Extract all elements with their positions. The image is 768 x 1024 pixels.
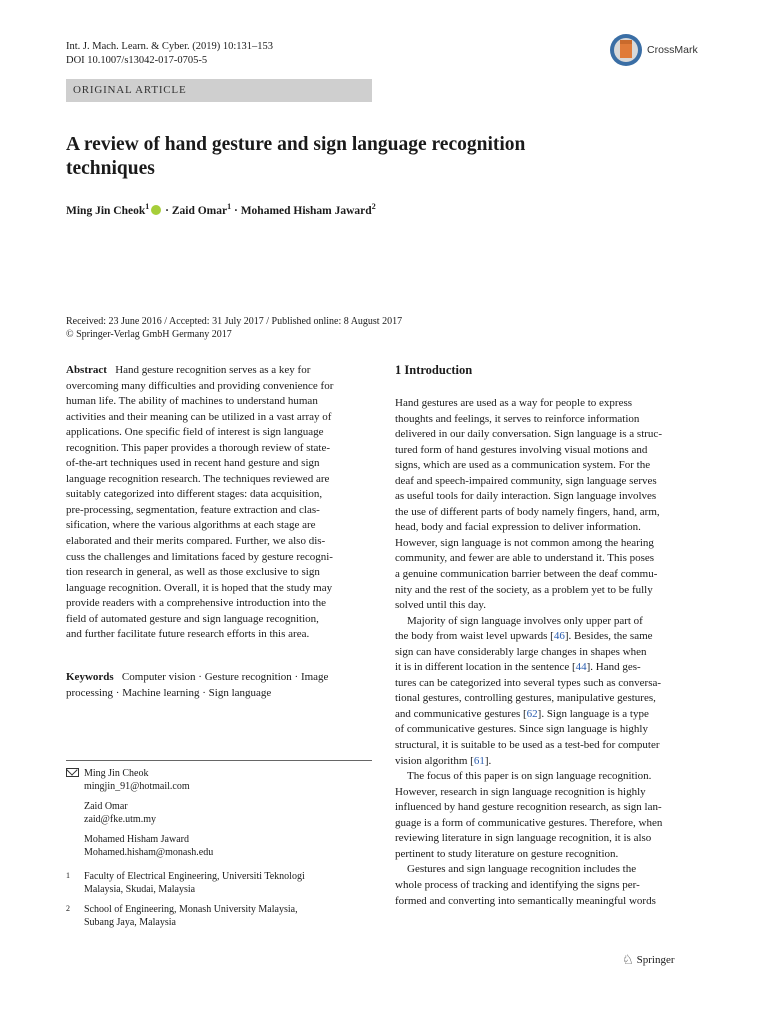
author-separator: ·: [231, 204, 241, 217]
citation-link[interactable]: 62: [526, 707, 538, 720]
abstract-line: overcoming many difficulties and providing convenience for: [66, 379, 334, 392]
intro-line: guage is a form of communicative gestures. Therefore, when: [395, 816, 663, 829]
intro-line: Gestures and sign language recognition includes the: [407, 863, 637, 876]
abstract: [66, 363, 372, 643]
citation-link[interactable]: 61: [473, 754, 485, 767]
abstract-line: pre-processing, segmentation, feature extraction and clas-: [66, 503, 320, 516]
abstract-label: Abstract: [66, 364, 107, 376]
text-span: vision algorithm [: [395, 754, 474, 767]
intro-line: [395, 707, 702, 723]
received-dates: Received: 23 June 2016 / Accepted: 31 July 2017 / Published online: 8 August 2017: [66, 316, 403, 327]
text-span: it is in different location in the sentence [: [395, 661, 576, 674]
author-list: [66, 202, 376, 217]
paper-title: [66, 133, 626, 181]
keywords-line: Computer vision · Gesture recognition · Image: [121, 671, 329, 683]
crossmark-badge[interactable]: [609, 33, 729, 67]
intro-line: tional gestures, controlling gestures, manipulative gestures,: [395, 692, 656, 705]
footnote-divider: [66, 760, 372, 761]
title-line-1: A review of hand gesture and sign language recognition: [66, 134, 526, 155]
intro-line: signs, which are used as a communication system. For the: [395, 459, 651, 472]
affiliation: [84, 903, 298, 929]
intro-line: whole process of tracking and identifying the signs per-: [395, 878, 640, 891]
article-type-label: ORIGINAL ARTICLE: [73, 84, 187, 96]
text-span: and communicative gestures [: [395, 707, 527, 720]
author-name[interactable]: Mohamed Hisham Jaward: [240, 204, 372, 217]
intro-line: tured form of hand gestures involving visual motions and: [395, 443, 648, 456]
publisher-logo: [622, 952, 675, 968]
affiliation: [84, 870, 305, 896]
text-span: ]. Sign language is a type: [537, 707, 649, 720]
intro-line: solved until this day.: [395, 599, 486, 612]
abstract-line: provide readers with a comprehensive introduction into the: [66, 597, 326, 610]
intro-line: tures can be categorized into several types such as conversa-: [395, 676, 662, 689]
keywords: [66, 670, 372, 701]
contact-name: Mohamed Hisham Jaward: [84, 834, 189, 845]
title-line-2: techniques: [66, 158, 155, 179]
intro-line: community, and fewer are able to understand it. This poses: [395, 552, 655, 565]
intro-body: [395, 396, 702, 909]
intro-line: sign can have considerably large changes in shapes when: [395, 645, 647, 658]
intro-line: formed and converting into semantically meaningful words: [395, 894, 656, 907]
intro-line: [395, 629, 702, 645]
intro-line: [395, 754, 702, 770]
intro-line: Majority of sign language involves only upper part of: [407, 614, 643, 627]
abstract-line: Hand gesture recognition serves as a key for: [115, 364, 311, 376]
contact-email[interactable]: zaid@fke.utm.my: [84, 814, 156, 825]
abstract-line: elaborated and their merits compared. Further, we also dis-: [66, 535, 326, 548]
abstract-line: human life. The ability of machines to understand human: [66, 395, 318, 408]
intro-line: delivered in our daily conversation. Sign language is a struc-: [395, 428, 662, 441]
abstract-line: of-the-art techniques used in recent hand gesture and sign: [66, 457, 320, 470]
contact-name: Zaid Omar: [84, 801, 128, 812]
abstract-line: and further facilitate future research efforts in this area.: [66, 628, 310, 641]
intro-line: Hand gestures are used as a way for people to express: [395, 397, 633, 409]
text-span: the body from waist level upwards [: [395, 630, 554, 643]
abstract-line: language recognition research. The techniques reviewed are: [66, 472, 330, 485]
intro-line: structural, it is suitable to be used as a test-bed for computer: [395, 739, 660, 752]
abstract-line: language recognition. Overall, it is hoped that the study may: [66, 581, 333, 594]
intro-line: the use of different parts of body namely fingers, hand, arm,: [395, 505, 660, 518]
affiliation-line: Subang Jaya, Malaysia: [84, 917, 176, 928]
citation-link[interactable]: 44: [575, 661, 587, 674]
intro-line: [395, 660, 702, 676]
journal-citation: Int. J. Mach. Learn. & Cyber. (2019) 10:131–153: [66, 41, 274, 52]
intro-line: head, body and facial expression to deliver information.: [395, 521, 641, 534]
intro-line: a genuine communication barrier between the deaf commu-: [395, 568, 658, 581]
affiliation-number: 2: [66, 904, 70, 913]
abstract-line: tion research in general, as well as those exclusive to sign: [66, 566, 320, 579]
orcid-icon[interactable]: [151, 205, 161, 215]
intro-line: However, research in sign language recognition is highly: [395, 785, 646, 798]
crossmark-label: CrossMark: [647, 44, 698, 56]
text-span: ].: [484, 754, 492, 767]
contact-name: Ming Jin Cheok: [84, 768, 149, 779]
author-separator: ·: [162, 204, 172, 217]
intro-line: influenced by hand gesture recognition research, as sign lan-: [395, 801, 662, 814]
section-heading: 1 Introduction: [395, 363, 473, 377]
text-span: ]. Besides, the same: [564, 630, 653, 643]
crossmark-icon: [609, 33, 643, 67]
intro-line: However, sign language is not common among the hearing: [395, 536, 654, 549]
intro-line: The focus of this paper is on sign language recognition.: [407, 770, 652, 783]
keywords-label: Keywords: [66, 671, 114, 683]
article-type-band: [66, 79, 372, 102]
contact-email[interactable]: Mohamed.hisham@monash.edu: [84, 847, 214, 858]
affiliation-mark: 2: [371, 202, 376, 211]
affiliation-line: Faculty of Electrical Engineering, Universiti Teknologi: [84, 871, 305, 882]
contact-email[interactable]: mingjin_91@hotmail.com: [84, 781, 190, 792]
affiliation-line: School of Engineering, Monash University Malaysia,: [84, 904, 298, 915]
abstract-line: activities and their meaning can be utilized in a vast array of: [66, 410, 332, 423]
intro-line: deaf and speech-impaired community, sign language serves: [395, 474, 657, 487]
publisher-name: Springer: [636, 954, 675, 966]
affiliation-number: 1: [66, 871, 70, 880]
author-name[interactable]: Zaid Omar: [171, 204, 228, 217]
affiliation-mark: 1: [227, 202, 232, 211]
intro-line: of communicative gestures. Since sign language is highly: [395, 723, 648, 736]
abstract-line: field of automated gesture and sign language recognition,: [66, 612, 319, 625]
abstract-line: sification, where the various algorithms at each stage are: [66, 519, 316, 532]
abstract-line: suitably categorized into different stages: data acquisition,: [66, 488, 323, 501]
text-span: ]. Hand ges-: [586, 661, 641, 674]
intro-line: as useful tools for daily interaction. Sign language involves: [395, 490, 657, 503]
intro-line: reviewing literature in sign language recognition, it is also: [395, 832, 652, 845]
envelope-icon: [66, 768, 79, 777]
keywords-line: processing · Machine learning · Sign language: [66, 686, 272, 699]
affiliation-line: Malaysia, Skudai, Malaysia: [84, 884, 196, 895]
springer-horse-icon: ♘: [622, 952, 634, 967]
doi-line: DOI 10.1007/s13042-017-0705-5: [66, 55, 208, 66]
copyright-line: © Springer-Verlag GmbH Germany 2017: [66, 329, 232, 340]
intro-line: nity and the rest of the society, as a problem yet to be fully: [395, 583, 653, 596]
publication-history: [66, 315, 402, 341]
author-name[interactable]: Ming Jin Cheok: [66, 204, 146, 217]
abstract-line: cuss the challenges and limitations faced by gesture recogni-: [66, 550, 333, 563]
affiliation-mark: 1: [145, 202, 150, 211]
citation-link[interactable]: 46: [553, 630, 565, 643]
abstract-line: recognition. This paper provides a thorough review of state-: [66, 441, 331, 454]
abstract-line: applications. One specific field of interest is sign language: [66, 426, 324, 439]
intro-line: pertinent to study literature on gesture recognition.: [395, 847, 619, 860]
contact-block: [84, 767, 213, 859]
intro-line: thoughts and feelings, it serves to reinforce information: [395, 412, 640, 425]
